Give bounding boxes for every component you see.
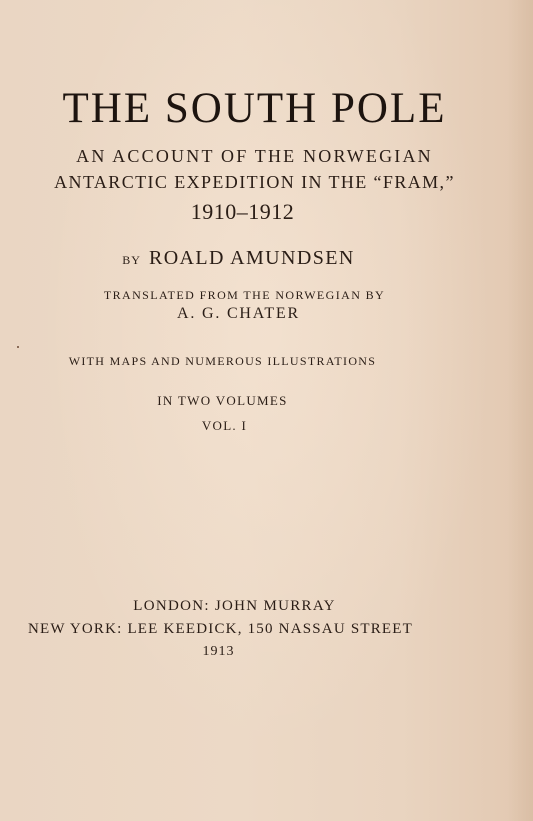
subtitle-line-2: ANTARCTIC EXPEDITION IN THE “FRAM,” xyxy=(54,172,455,192)
publisher-newyork: NEW YORK: LEE KEEDICK, 150 NASSAU STREET xyxy=(27,621,414,637)
author-line xyxy=(0,247,505,270)
translator-name: A. G. CHATER xyxy=(177,305,300,322)
publication-year: 1913 xyxy=(202,644,235,659)
expedition-years: 1910–1912 xyxy=(190,199,295,224)
book-title: THE SOUTH POLE xyxy=(62,85,447,132)
illustrations-line: WITH MAPS AND NUMEROUS ILLUSTRATIONS xyxy=(68,354,377,368)
author-name: ROALD AMUNDSEN xyxy=(148,247,355,269)
by-label: BY xyxy=(122,253,141,267)
publisher-london: LONDON: JOHN MURRAY xyxy=(133,598,336,614)
translated-line: TRANSLATED FROM THE NORWEGIAN BY xyxy=(103,288,386,302)
volume-number: VOL. I xyxy=(201,418,248,433)
paper-speck xyxy=(17,346,19,348)
volumes-line: IN TWO VOLUMES xyxy=(157,393,288,408)
subtitle-line-1: AN ACCOUNT OF THE NORWEGIAN xyxy=(76,146,433,166)
